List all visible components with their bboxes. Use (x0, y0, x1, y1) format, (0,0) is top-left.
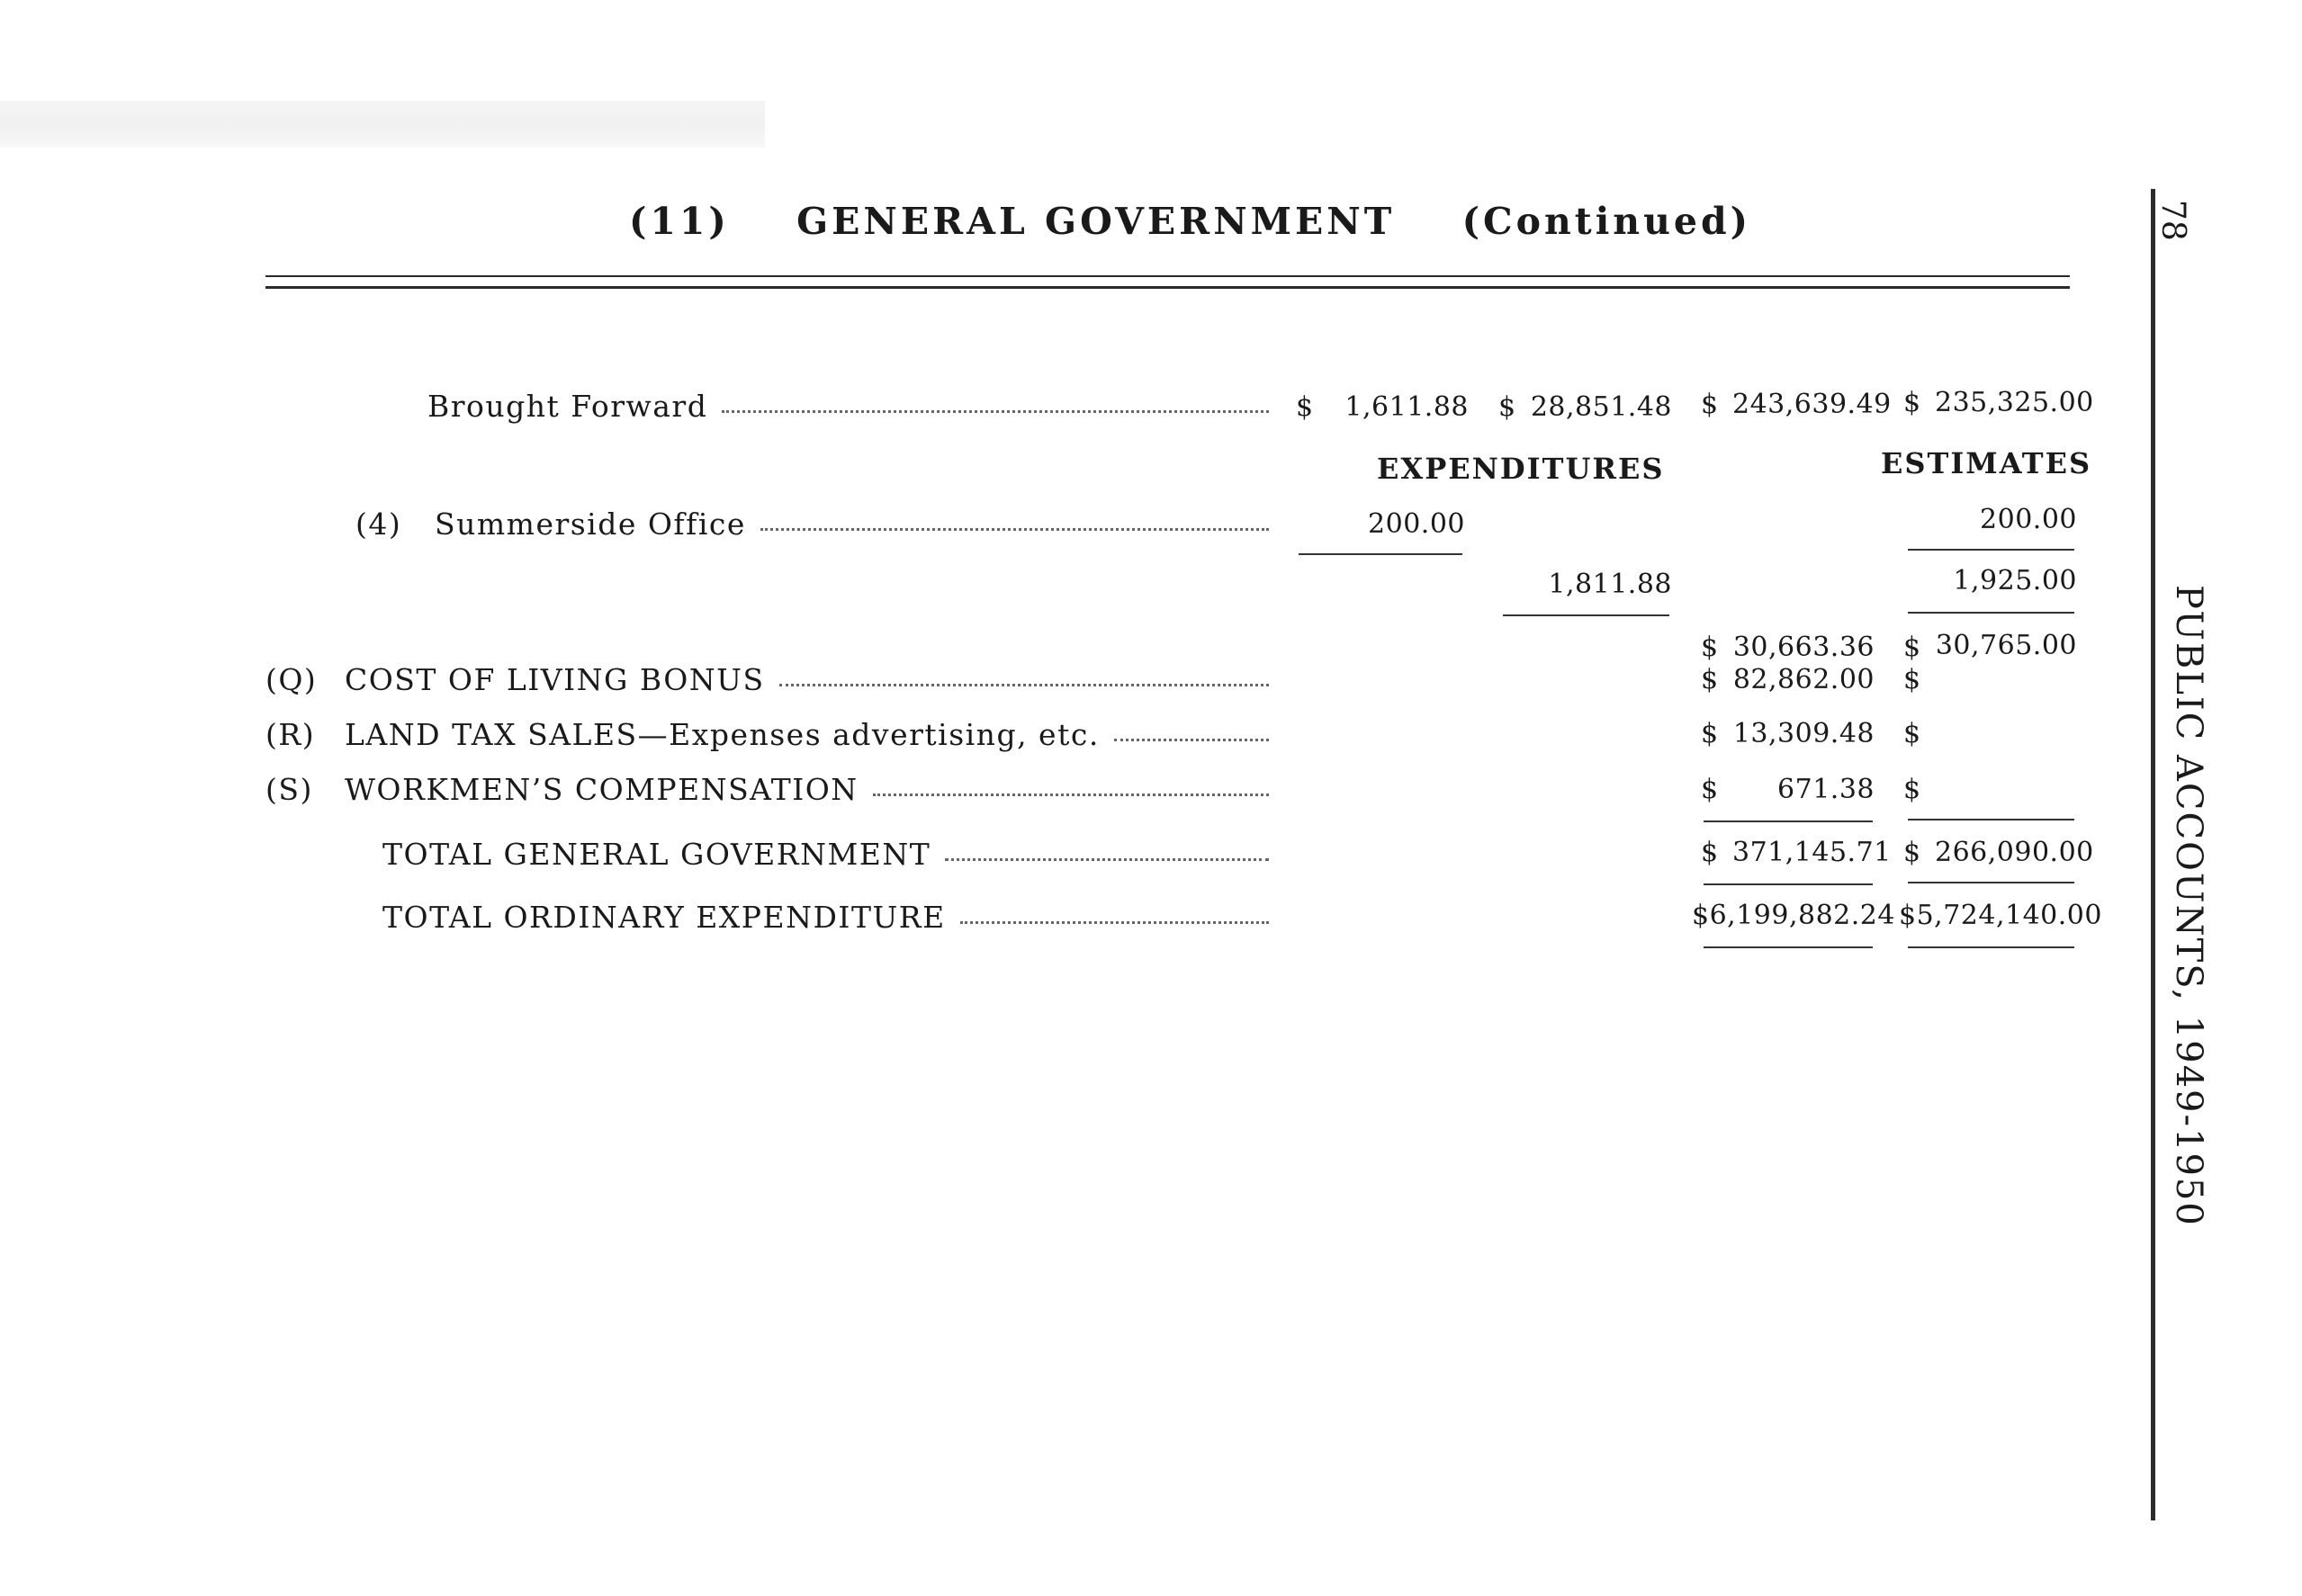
dot-leader (760, 528, 1269, 531)
currency-sign: $ (1903, 664, 1921, 695)
summerside-expenditure: 200.00 (1368, 508, 1465, 540)
expenditures-header: EXPENDITURES (1377, 452, 1665, 486)
underline (1704, 946, 1873, 948)
section-number: (11) (628, 200, 730, 243)
currency-sign: $ (1903, 632, 1921, 663)
currency-sign: $ (1296, 391, 1314, 423)
brought-forward-col2: 28,851.48 (1530, 391, 1672, 423)
total-ordinary-expenditure-estimate: $5,724,140.00 (1899, 900, 2102, 931)
currency-sign: $ (1498, 391, 1516, 423)
underline (1299, 553, 1462, 555)
dot-leader (960, 921, 1269, 924)
total-ordinary-expenditure-row (382, 900, 1269, 935)
currency-sign: $ (1903, 387, 1921, 418)
item-code: (R) (265, 717, 316, 752)
currency-sign: $ (1701, 774, 1719, 805)
brought-forward-col4: 235,325.00 (1935, 387, 2094, 418)
currency-sign: $ (1701, 664, 1719, 695)
underline (1704, 883, 1873, 885)
line-item-row (265, 662, 1269, 697)
brought-forward-row (427, 389, 1269, 424)
brought-forward-label: Brought Forward (427, 389, 708, 424)
total-general-government-row (382, 837, 1269, 872)
currency-sign: $ (1903, 774, 1921, 805)
dot-leader (1114, 739, 1269, 741)
brought-forward-col1: 1,611.88 (1344, 391, 1469, 423)
subtotal-estimate: 1,925.00 (1953, 565, 2077, 596)
item-code: (4) (355, 507, 402, 542)
total-ordinary-expenditure-label: TOTAL ORDINARY EXPENDITURE (382, 900, 946, 935)
section-title: GENERAL GOVERNMENT (796, 200, 1396, 243)
currency-sign: $ (1701, 718, 1719, 749)
carried-expenditure: 30,663.36 (1732, 632, 1875, 663)
line-item-expenditure: 82,862.00 (1732, 664, 1875, 695)
scan-smudge (0, 101, 765, 148)
total-general-government-expenditure: 371,145.71 (1732, 837, 1892, 868)
item-code: (S) (265, 772, 313, 807)
continued-label: (Continued) (1461, 200, 1752, 243)
summerside-row (355, 507, 1269, 542)
currency-sign: $ (1701, 632, 1719, 663)
header-rule-top (265, 275, 2070, 277)
dot-leader (722, 410, 1269, 413)
line-item-expenditure: 671.38 (1777, 774, 1875, 805)
carried-estimate: 30,765.00 (1935, 630, 2077, 661)
page-edge-line (2151, 189, 2155, 1520)
underline (1908, 612, 2074, 614)
brought-forward-col3: 243,639.49 (1732, 389, 1892, 420)
total-general-government-estimate: 266,090.00 (1935, 837, 2094, 868)
currency-sign: $ (1903, 837, 1921, 868)
underline (1908, 946, 2074, 948)
total-general-government-label: TOTAL GENERAL GOVERNMENT (382, 837, 931, 872)
page-title (265, 200, 2115, 243)
underline (1704, 820, 1873, 822)
currency-sign: $ (1903, 718, 1921, 749)
line-item-label: WORKMEN’S COMPENSATION (345, 772, 859, 807)
running-title: PUBLIC ACCOUNTS, 1949-1950 (2168, 585, 2209, 1227)
dot-leader (945, 858, 1269, 861)
line-item-row (265, 772, 1269, 807)
line-item-row (265, 717, 1269, 752)
line-item-label: LAND TAX SALES—Expenses advertising, etc. (345, 717, 1100, 752)
underline (1908, 549, 2074, 551)
currency-sign: $ (1701, 389, 1719, 420)
summerside-estimate: 200.00 (1980, 504, 2077, 535)
page-number: 78 (2154, 200, 2191, 241)
header-rule-bottom (265, 286, 2070, 289)
line-item-expenditure: 13,309.48 (1732, 718, 1875, 749)
underline (1908, 882, 2074, 883)
subtotal-expenditure: 1,811.88 (1548, 569, 1672, 600)
underline (1503, 614, 1669, 616)
dot-leader (873, 794, 1269, 796)
underline (1908, 819, 2074, 820)
estimates-header: ESTIMATES (1881, 446, 2092, 480)
summerside-label: Summerside Office (435, 507, 746, 542)
line-item-label: COST OF LIVING BONUS (345, 662, 765, 697)
dot-leader (779, 684, 1269, 686)
total-ordinary-expenditure-expenditure: $6,199,882.24 (1692, 900, 1895, 931)
item-code: (Q) (265, 662, 318, 697)
currency-sign: $ (1701, 837, 1719, 868)
